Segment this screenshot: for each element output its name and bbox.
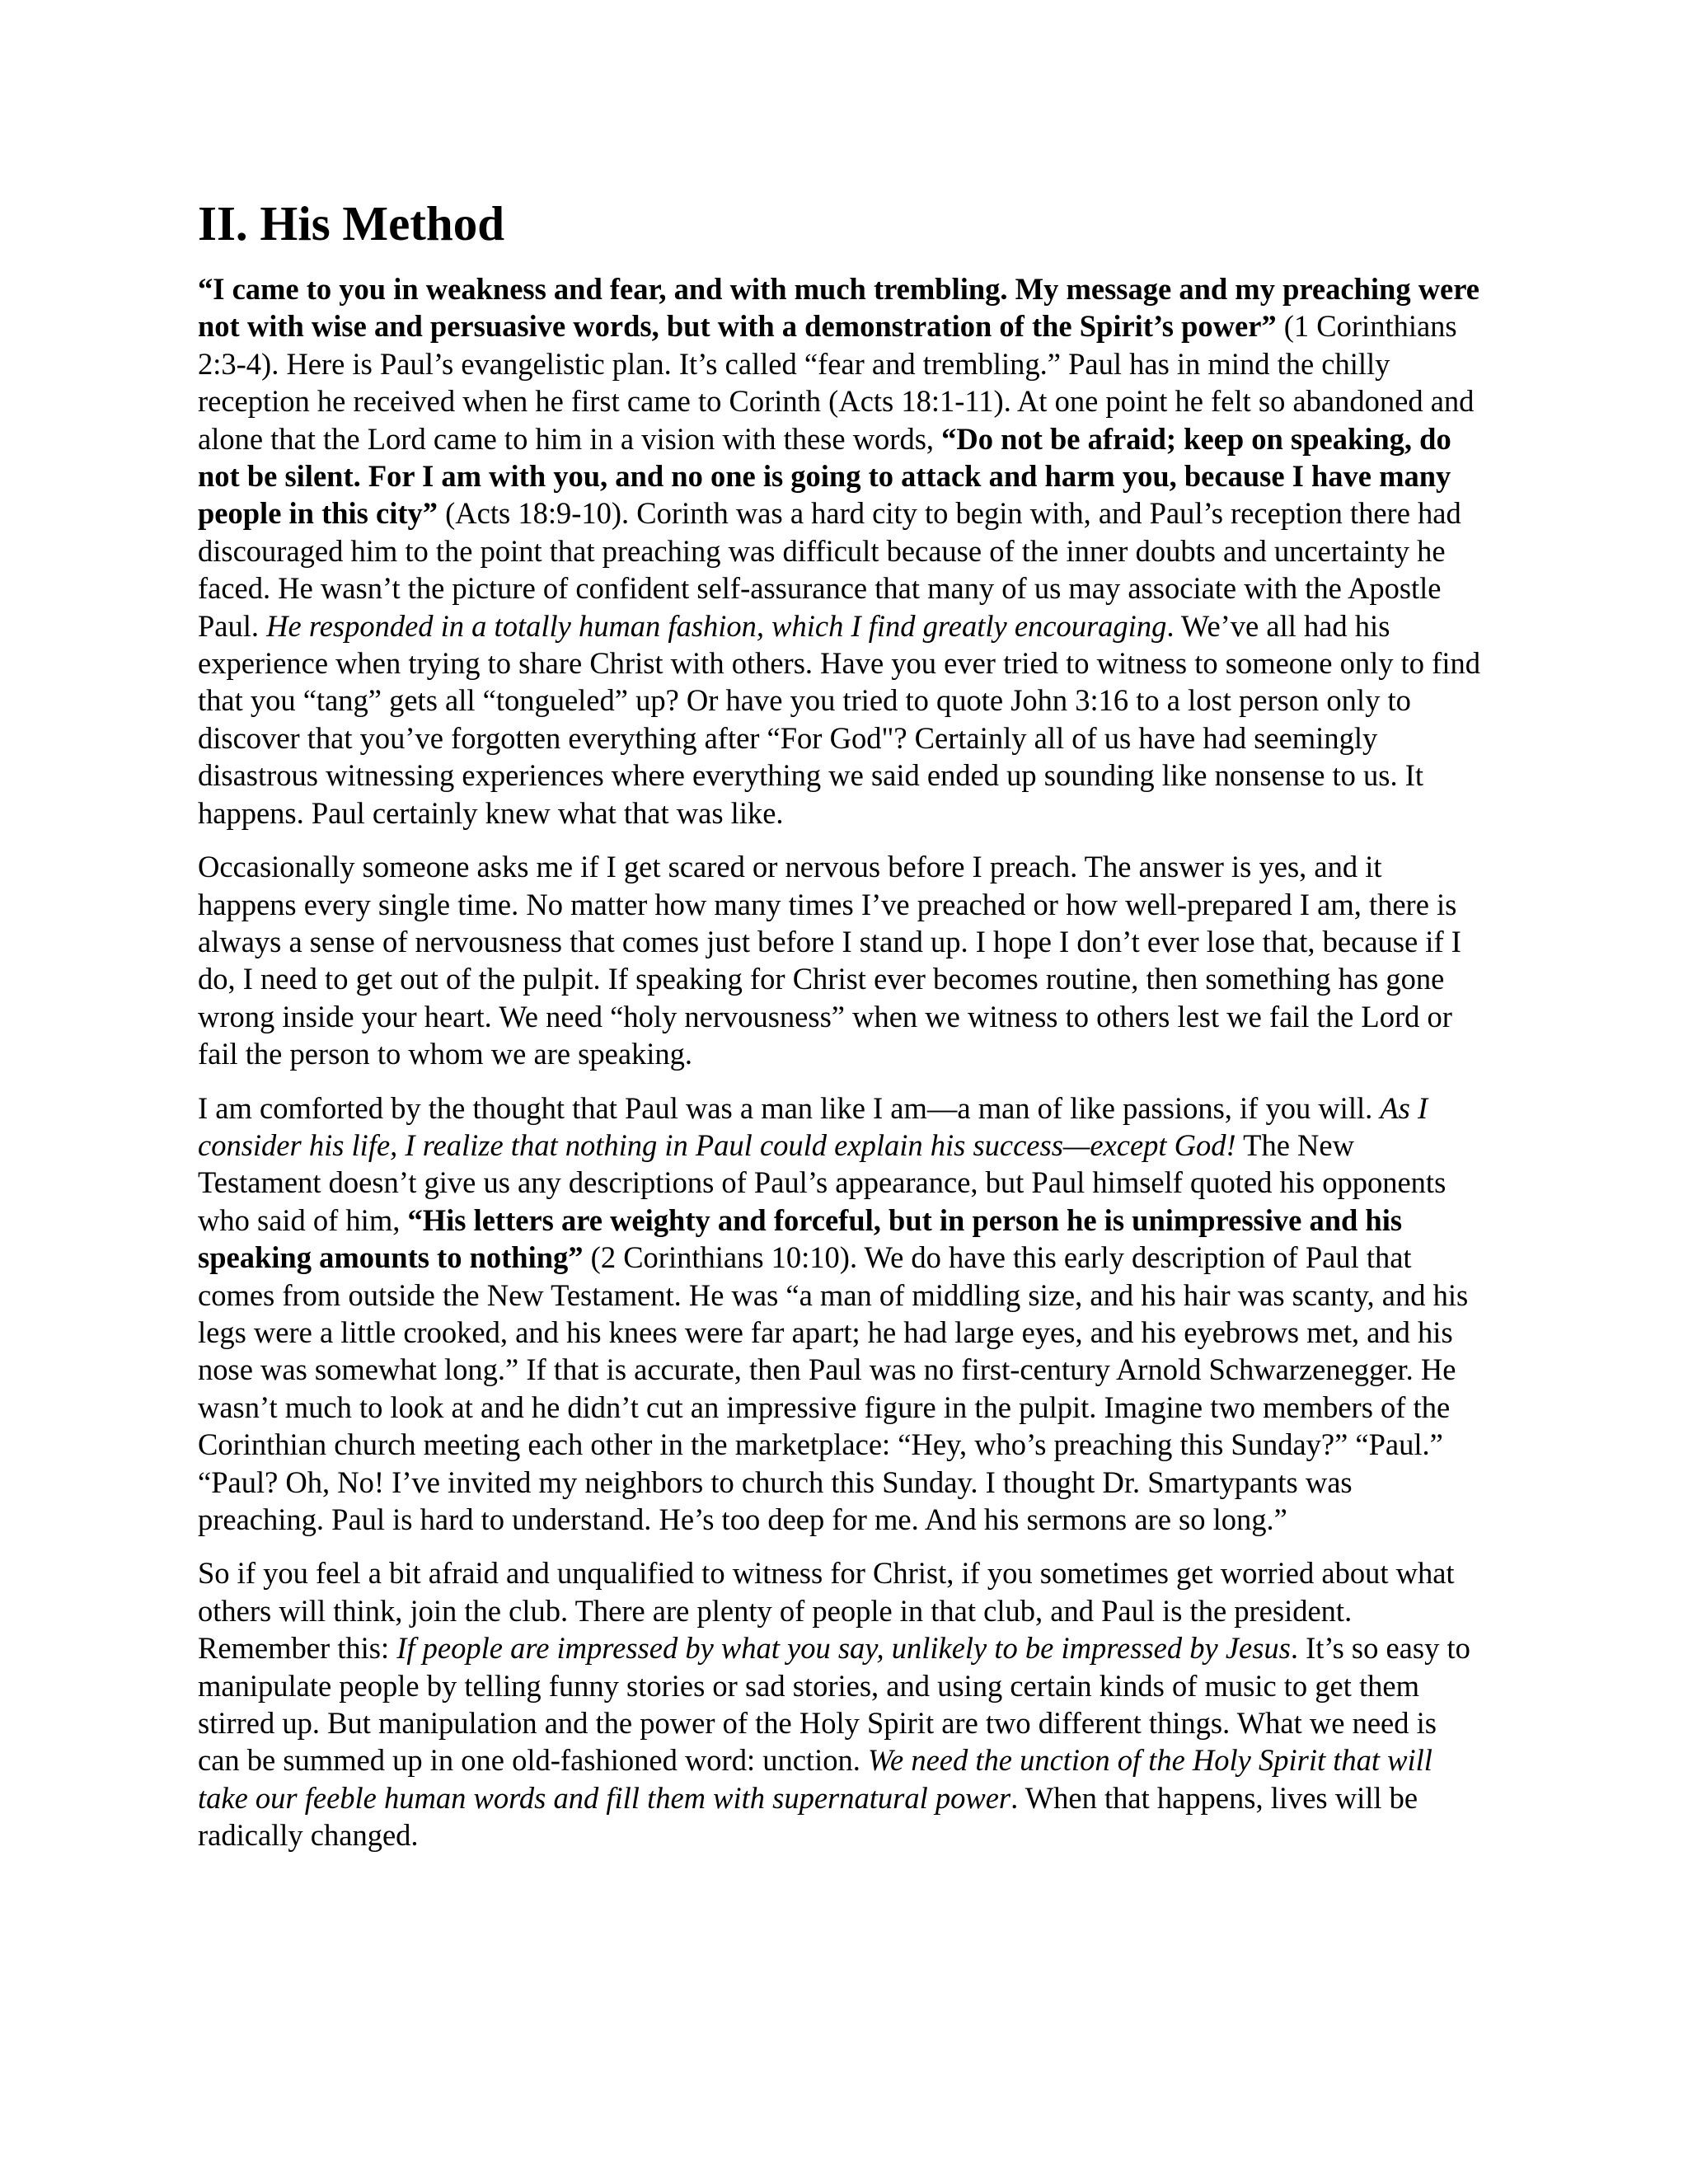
bold-text: “His letters are weighty and forceful, but in person he is unimpressive and his speaking amounts to nothing” (198, 1202, 1403, 1275)
italic-text: He responded in a totally human fashion, which I find greatly encouraging (266, 608, 1167, 643)
text-run: . It’s so easy to manipulate people by telling funny stories or sad stories, and using certain kinds of music to get them stirred up. But manipulation and the power of the Holy Spirit are two different things. What we need is can be summed up in one old-fashioned word: unction. (198, 1631, 1470, 1778)
text-run: The New Testament doesn’t give us any descriptions of Paul’s appearance, but Paul himself quoted his opponents who said of him, (198, 1127, 1447, 1237)
text-run: (2 Corinthians 10:10). We do have this early description of Paul that comes from outside the New Testament. He was “a man of middling size, and his hair was scanty, and his legs were a little crooked, and his knees were far apart; he had large eyes, and his eyebrows met, and his nose was somewhat long.” If that is accurate, then Paul was no first-century Arnold Schwarzenegger. He wasn’t much to look at and he didn’t cut an impressive figure in the pulpit. Imagine two members of the Corinthian church meeting each other in the marketplace: “Hey, who’s preaching this Sunday?” “Paul.” “Paul? Oh, No! I’ve invited my neighbors to church this Sunday. I thought Dr. Smartypants was preaching. Paul is hard to understand. He’s too deep for me. And his sermons are so long.” (198, 1240, 1469, 1536)
body-text (198, 270, 1484, 1854)
bold-text: “I came to you in weakness and fear, and with much trembling. My message and my preaching were not with wise and persuasive words, but with a demonstration of the Spirit’s power” (198, 272, 1479, 344)
bold-text: “Do not be afraid; keep on speaking, do not be silent. For I am with you, and no one is going to attack and harm you, because I have many people in this city” (198, 421, 1451, 531)
text-run: I am comforted by the thought that Paul was a man like I am—a man of like passions, if you will. (198, 1090, 1381, 1125)
paragraph-3 (198, 1090, 1484, 1539)
text-run: (1 Corinthians 2:3-4). Here is Paul’s evangelistic plan. It’s called “fear and trembling.” Paul has in mind the chilly reception he received when he first came to Corinth (Acts 18:1-11). At one point he felt so abandoned and alone that the Lord came to him in a vision with these words, (198, 309, 1475, 456)
text-run: . We’ve all had his experience when trying to share Christ with others. Have you ever tried to witness to someone only to find that you “tang” gets all “tongueled” up? Or have you tried to quote John 3:16 to a lost person only to discover that you’ve forgotten everything after “For God"? Certainly all of us have had seemingly disastrous witnessing experiences where everything we said ended up sounding like nonsense to us. It happens. Paul certainly knew what that was like. (198, 608, 1480, 830)
italic-text: As I consider his life, I realize that nothing in Paul could explain his success—except God! (198, 1090, 1428, 1162)
text-run: Occasionally someone asks me if I get scared or nervous before I preach. The answer is yes, and it happens every single time. No matter how many times I’ve preached or how well-prepared I am, there is always a sense of nervousness that comes just before I stand up. I hope I don’t ever lose that, because if I do, I need to get out of the pulpit. If speaking for Christ ever becomes routine, then something has gone wrong inside your heart. We need “holy nervousness” when we witness to others lest we fail the Lord or fail the person to whom we are speaking. (198, 850, 1461, 1071)
text-run: . When that happens, lives will be radically changed. (198, 1780, 1418, 1853)
paragraph-4 (198, 1554, 1484, 1854)
text-run: (Acts 18:9-10). Corinth was a hard city to begin with, and Paul’s reception there had discouraged him to the point that preaching was difficult because of the inner doubts and uncertainty he faced. He wasn’t the picture of confident self-assurance that many of us may associate with the Apostle Paul. (198, 496, 1461, 643)
text-run: So if you feel a bit afraid and unqualified to witness for Christ, if you sometimes get worried about what others will think, join the club. There are plenty of people in that club, and Paul is the president. Remember this: (198, 1556, 1455, 1666)
paragraph-2 (198, 848, 1484, 1072)
document-page (198, 194, 1484, 1871)
italic-text: We need the unction of the Holy Spirit that will take our feeble human words and fill them with supernatural power (198, 1743, 1432, 1815)
italic-text: If people are impressed by what you say, unlikely to be impressed by Jesus (396, 1631, 1291, 1666)
paragraph-1 (198, 270, 1484, 832)
section-heading: II. His Method (198, 196, 505, 251)
